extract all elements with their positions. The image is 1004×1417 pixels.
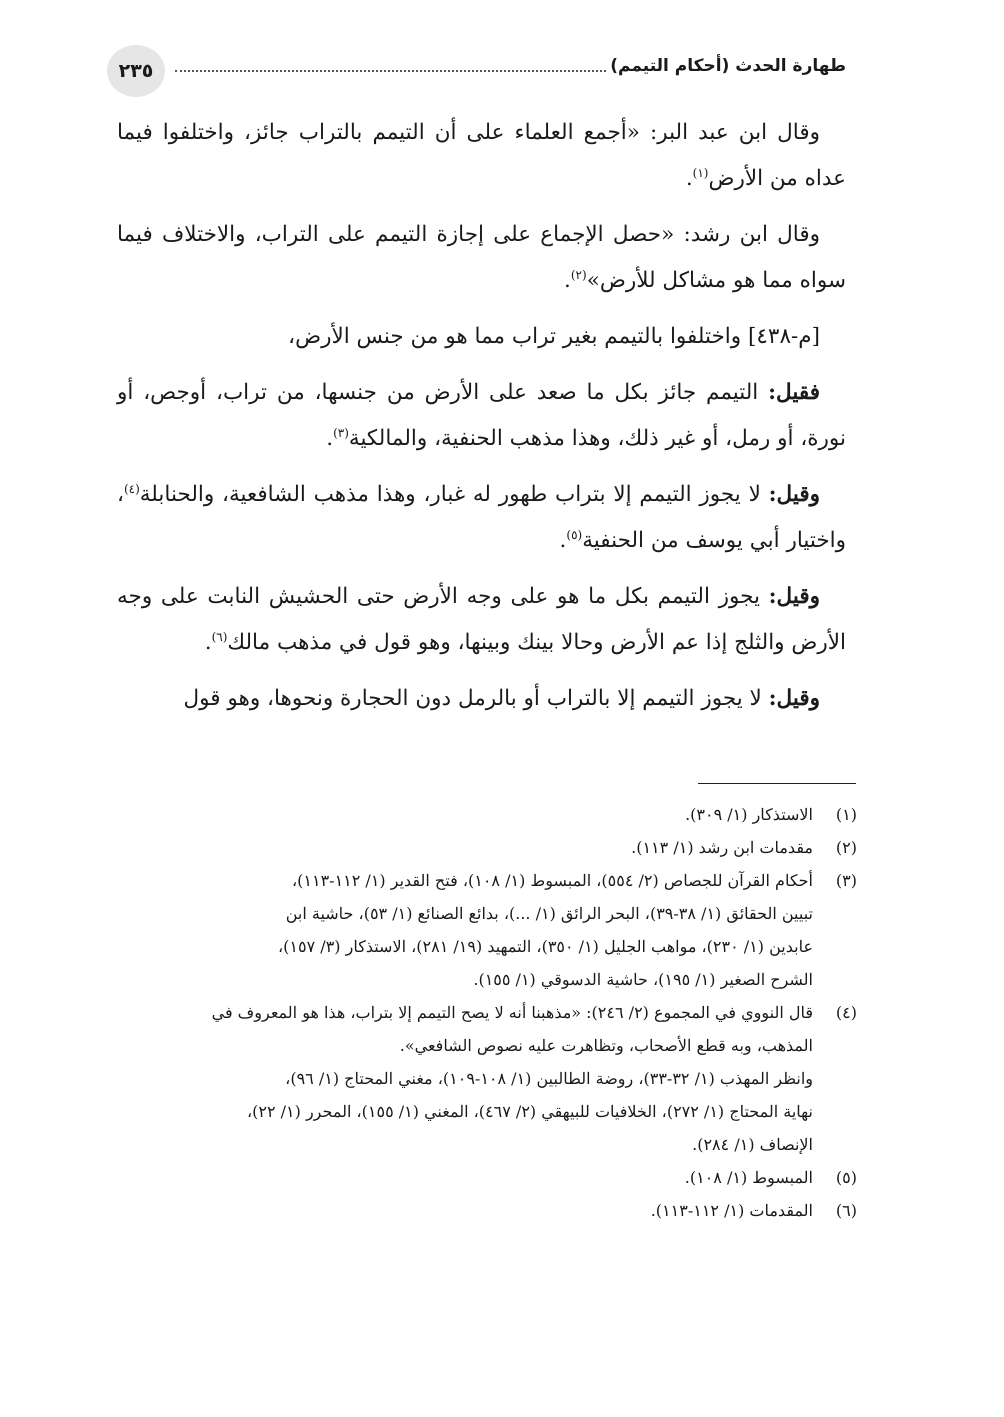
paragraph-text: [م-٤٣٨] واختلفوا بالتيمم بغير تراب مما هو من جنس الأرض، <box>288 324 820 349</box>
footnote <box>117 831 857 864</box>
paragraph-text: يجوز التيمم بكل ما هو على وجه الأرض حتى الحشيش النابت على وجه الأرض والثلج إذا عم الأرض وحالا بينك وبينها، وهو قول في مذهب مالك <box>117 584 846 655</box>
footnote-ref: (٣) <box>333 425 349 440</box>
footnote-line: المقدمات (١/ ١١٢-١١٣). <box>650 1201 813 1220</box>
header-title: طهارة الحدث (أحكام التيمم) <box>610 56 846 76</box>
opinion-lead: فقيل: <box>768 380 820 405</box>
footnote-ref: (٢) <box>570 267 587 282</box>
footnote <box>117 1161 857 1194</box>
paragraph-end: . <box>559 528 567 553</box>
footnote-number: (٤) <box>835 1003 857 1022</box>
paragraph-opinion-2 <box>117 472 846 564</box>
paragraph-text: وقال ابن رشد: «حصل الإجماع على إجازة التيمم على التراب، والاختلاف فيما سواه مما هو مشاكل للأرض» <box>117 222 846 293</box>
footnotes <box>117 798 857 1227</box>
footnote-line: المبسوط (١/ ١٠٨). <box>684 1168 813 1187</box>
paragraph-end: . <box>564 268 571 293</box>
paragraph-opinion-1 <box>117 370 846 462</box>
footnote-line: تبيين الحقائق (١/ ٣٨-٣٩)، البحر الرائق (١/ ...)، بدائع الصنائع (١/ ٥٣)، حاشية ابن <box>285 904 813 923</box>
footnote-number: (٦) <box>835 1201 857 1220</box>
paragraph-text: وقال ابن عبد البر: «أجمع العلماء على أن التيمم بالتراب جائز، واختلفوا فيما عداه من الأرض <box>117 120 846 191</box>
footnote-text <box>117 831 813 864</box>
footnote-text <box>117 1194 813 1227</box>
footnote-text <box>117 864 813 996</box>
paragraph-ibn-abd-al-barr <box>117 110 846 202</box>
footnote-number: (٢) <box>835 838 857 857</box>
opinion-lead: وقيل: <box>768 584 820 609</box>
page-number: ٢٣٥ <box>107 45 165 97</box>
footnote-line: نهاية المحتاج (١/ ٢٧٢)، الخلافيات للبيهقي (٢/ ٤٦٧)، المغني (١/ ١٥٥)، المحرر (١/ ٢٢)، <box>246 1102 813 1121</box>
header-dot-leader <box>175 60 606 72</box>
footnote-line: وانظر المهذب (١/ ٣٢-٣٣)، روضة الطالبين (١/ ١٠٨-١٠٩)، مغني المحتاج (١/ ٩٦)، <box>285 1069 813 1088</box>
paragraph-ibn-rushd <box>117 212 846 304</box>
footnote-line: قال النووي في المجموع (٢/ ٢٤٦): «مذهبنا أنه لا يصح التيمم إلا بتراب، هذا هو المعروف في <box>211 1003 813 1022</box>
footnote <box>117 798 857 831</box>
paragraph-end: . <box>685 166 693 191</box>
footnote-number: (١) <box>835 805 857 824</box>
footnote-line: الإنصاف (١/ ٢٨٤). <box>692 1135 813 1154</box>
footnote-line: المذهب، وبه قطع الأصحاب، وتظاهرت عليه نصوص الشافعي». <box>399 1036 813 1055</box>
paragraph-opinion-3 <box>117 574 846 666</box>
footnote-line: مقدمات ابن رشد (١/ ١١٣). <box>631 838 813 857</box>
footnote-line: الاستذكار (١/ ٣٠٩). <box>685 805 813 824</box>
footnote-ref: (٥) <box>566 527 583 542</box>
footnote <box>117 864 857 996</box>
footnote-number: (٣) <box>835 871 857 890</box>
paragraph-text-continued: ، واختيار أبي يوسف من الحنفية <box>117 482 846 553</box>
paragraph-text: التيمم جائز بكل ما صعد على الأرض من جنسها، من تراب، أوجص، أو نورة، أو رمل، أو غير ذلك، وهذا مذهب الحنفية، والمالكية <box>117 380 846 451</box>
footnote-ref: (١) <box>692 165 709 180</box>
opinion-lead: وقيل: <box>768 686 820 711</box>
paragraph-issue-438 <box>117 314 846 360</box>
paragraph-text: لا يجوز التيمم إلا بالتراب أو بالرمل دون الحجارة ونحوها، وهو قول <box>183 686 769 711</box>
footnote-ref: (٦) <box>211 629 228 644</box>
paragraph-end: . <box>326 426 334 451</box>
opinion-lead: وقيل: <box>768 482 820 507</box>
footnote <box>117 1194 857 1227</box>
footnote <box>117 996 857 1161</box>
footnote-text <box>117 1161 813 1194</box>
paragraph-end: . <box>204 630 212 655</box>
footnote-line: عابدين (١/ ٢٣٠)، مواهب الجليل (١/ ٣٥٠)، التمهيد (١٩/ ٢٨١)، الاستذكار (٣/ ١٥٧)، <box>278 937 813 956</box>
paragraph-text: لا يجوز التيمم إلا بتراب طهور له غبار، وهذا مذهب الشافعية، والحنابلة <box>139 482 769 507</box>
footnote-line: أحكام القرآن للجصاص (٢/ ٥٥٤)، المبسوط (١/ ١٠٨)، فتح القدير (١/ ١١٢-١١٣)، <box>291 871 813 890</box>
footnote-text <box>117 996 813 1161</box>
footnote-line: الشرح الصغير (١/ ١٩٥)، حاشية الدسوقي (١/ ١٥٥). <box>473 970 813 989</box>
paragraph-opinion-4 <box>117 676 846 722</box>
main-text <box>117 110 846 732</box>
footnote-ref: (٤) <box>123 481 140 496</box>
running-header <box>175 56 846 76</box>
footnote-separator <box>698 783 856 784</box>
footnote-number: (٥) <box>835 1168 857 1187</box>
footnote-text <box>117 798 813 831</box>
